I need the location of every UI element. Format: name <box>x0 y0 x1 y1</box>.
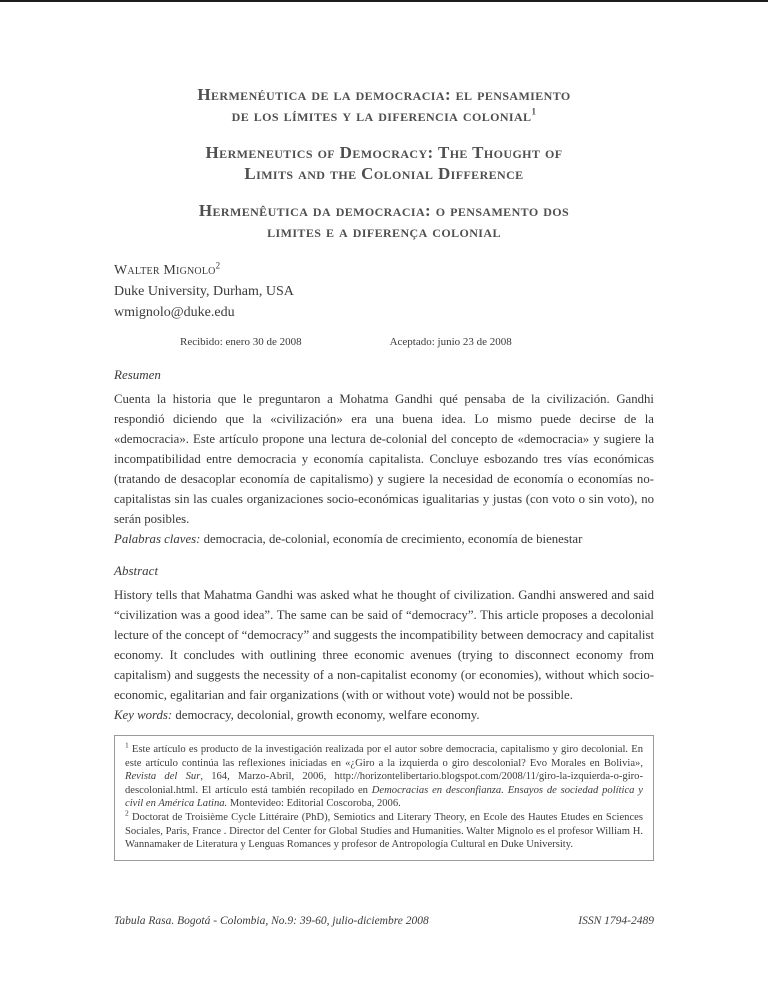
author-footnote-ref: 2 <box>215 260 221 271</box>
footnote-1-book-title: Democracias en desconfianza. Ensayos de sociedad política y civil en América Latina. <box>125 784 643 810</box>
title-spanish <box>114 84 654 126</box>
abstract-keywords-label: Key words: <box>114 708 173 722</box>
title-footnote-ref: 1 <box>531 106 537 117</box>
dates-row <box>114 335 654 349</box>
footnote-1-marker: 1 <box>125 740 129 750</box>
title-english-line1: Hermeneutics of Democracy: The Thought of <box>205 143 563 162</box>
footnote-1 <box>125 740 643 811</box>
received-date: Recibido: enero 30 de 2008 <box>180 336 302 348</box>
author-email: wmignolo@duke.edu <box>114 305 235 320</box>
abstract-keywords-text: democracy, decolonial, growth economy, welfare economy. <box>172 708 480 722</box>
abstract-keywords <box>114 705 654 725</box>
abstract-heading: Abstract <box>114 563 159 578</box>
footnote-2-text: Doctorat de Troisième Cycle Littéraire (PhD), Semiotics and Literary Theory, en Ecole des Hautes Etudes en Sciences Sociales, Paris, France . Director del Center for Global Studies and Humanities. Walter Mignolo es el profesor William H. Wannamaker de Literatura y Lenguas Romances y profesor de Antropología Cultural en Duke University. <box>125 811 643 851</box>
issn: ISSN 1794-2489 <box>578 915 654 927</box>
journal-citation: Tabula Rasa. Bogotá - Colombia, No.9: 39-60, julio-diciembre 2008 <box>114 915 429 927</box>
footnote-1-text-b: , 164, Marzo-Abril, 2006, http://horizontelibertario.blogspot.com/2008/11/giro-la-izquierda-o-giro-descolonial.html. El artículo está también recopilado en <box>125 771 643 796</box>
author-name-line <box>114 260 654 281</box>
accepted-date: Aceptado: junio 23 de 2008 <box>389 336 512 348</box>
title-portuguese-line2: limites e a diferença colonial <box>267 222 501 241</box>
resumen-heading: Resumen <box>114 367 161 382</box>
author-name: Walter Mignolo <box>114 263 216 278</box>
footnote-2 <box>125 808 643 852</box>
footnote-2-marker: 2 <box>125 808 129 818</box>
page-footer <box>114 914 654 928</box>
title-portuguese-line1: Hermenêutica da democracia: o pensamento dos <box>198 201 570 220</box>
abstract-body: History tells that Mahatma Gandhi was asked what he thought of civilization. Gandhi answered and said “civilization was a good idea”. The same can be said of “democracy”. This article proposes a decolonial lecture of the concept of “democracy” and suggests the incompatibility between democracy and capitalist economy. It concludes with outlining three economic avenues (trying to disconnect economy from capitalism) and suggests the necessity of a non-capitalist economy (or economies), without which socio-economic, egalitarian and fair organizations (with or without vote) would not be possible. <box>114 588 654 702</box>
resumen-keywords <box>114 529 654 549</box>
title-spanish-line2: de los límites y la diferencia colonial <box>231 106 532 125</box>
title-spanish-line1: Hermenéutica de la democracia: el pensamiento <box>197 85 571 104</box>
resumen-keywords-label: Palabras claves: <box>114 532 201 546</box>
footnotes-box <box>114 735 654 861</box>
footnote-1-text-a: Este artículo es producto de la investigación realizada por el autor sobre democracia, capitalismo y giro decolonial. En este artículo continúa las reflexiones iniciadas en «¿Giro a la izquierda o giro descolonial? Evo Morales en Bolivia», <box>125 744 643 769</box>
footnote-1-journal-title: Revista del Sur <box>125 771 201 783</box>
footnote-1-text-c: Montevideo: Editorial Coscoroba, 2006. <box>227 798 401 810</box>
title-english <box>114 142 654 184</box>
title-portuguese <box>114 200 654 242</box>
resumen-body: Cuenta la historia que le preguntaron a Mohatma Gandhi qué pensaba de la civilización. Gandhi respondió diciendo que la «civilización» era una buena idea. Lo mismo puede decirse de la «democracia». Este artículo propone una lectura de-colonial del concepto de «democracia» y sugiere la incompatibilidad entre democracia y economía capitalista. Concluye esbozando tres vías económicas (tratando de desacoplar economía de capitalismo) y sugiere la necesidad de economía o economías no-capitalistas sin las cuales organizaciones socio-económicas igualitarias y justas (con voto o sin voto), no serán posibles. <box>114 392 654 526</box>
resumen-keywords-text: democracia, de-colonial, economía de crecimiento, economía de bienestar <box>200 532 583 546</box>
author-affiliation: Duke University, Durham, USA <box>114 284 294 299</box>
author-block <box>114 260 654 323</box>
title-english-line2: Limits and the Colonial Difference <box>244 164 524 183</box>
page-top-edge <box>0 0 768 2</box>
